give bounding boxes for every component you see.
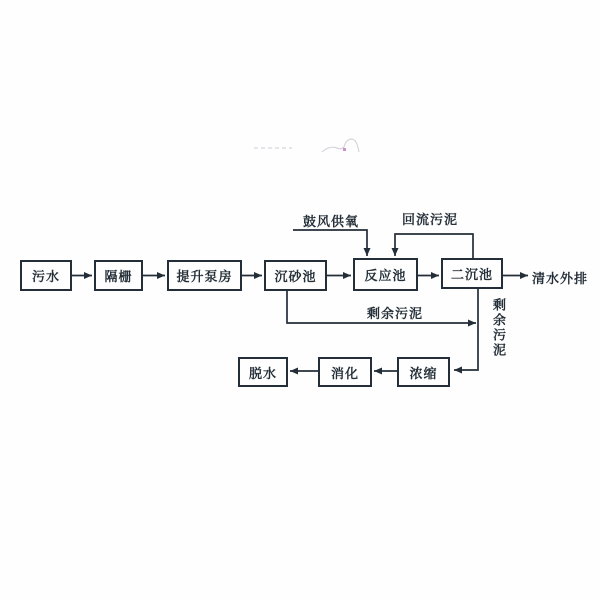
node-bar-screen: 隔栅 xyxy=(94,260,143,291)
node-thickening: 浓缩 xyxy=(397,357,450,387)
node-sewage: 污水 xyxy=(20,260,72,291)
node-reaction-tank: 反应池 xyxy=(353,258,418,291)
node-secondary-clarifier: 二沉池 xyxy=(441,258,503,289)
arrow-excess-sludge-vertical xyxy=(454,288,478,370)
label-excess-sludge-vertical: 剩余污泥 xyxy=(490,298,505,358)
label-effluent-discharge: 清水外排 xyxy=(532,272,589,287)
label-blower-oxygen: 鼓风供氧 xyxy=(303,215,360,230)
node-lift-pump-house: 提升泵房 xyxy=(167,260,242,291)
faint-artifact-marks xyxy=(254,139,359,152)
node-dewatering: 脱水 xyxy=(238,357,288,387)
label-excess-sludge-horizontal: 剩余污泥 xyxy=(367,307,424,322)
label-return-sludge: 回流污泥 xyxy=(402,213,459,228)
node-grit-chamber: 沉砂池 xyxy=(264,260,327,291)
arrow-blower-oxygen xyxy=(293,230,367,256)
node-digestion: 消化 xyxy=(318,357,372,387)
arrow-return-sludge xyxy=(395,234,473,258)
